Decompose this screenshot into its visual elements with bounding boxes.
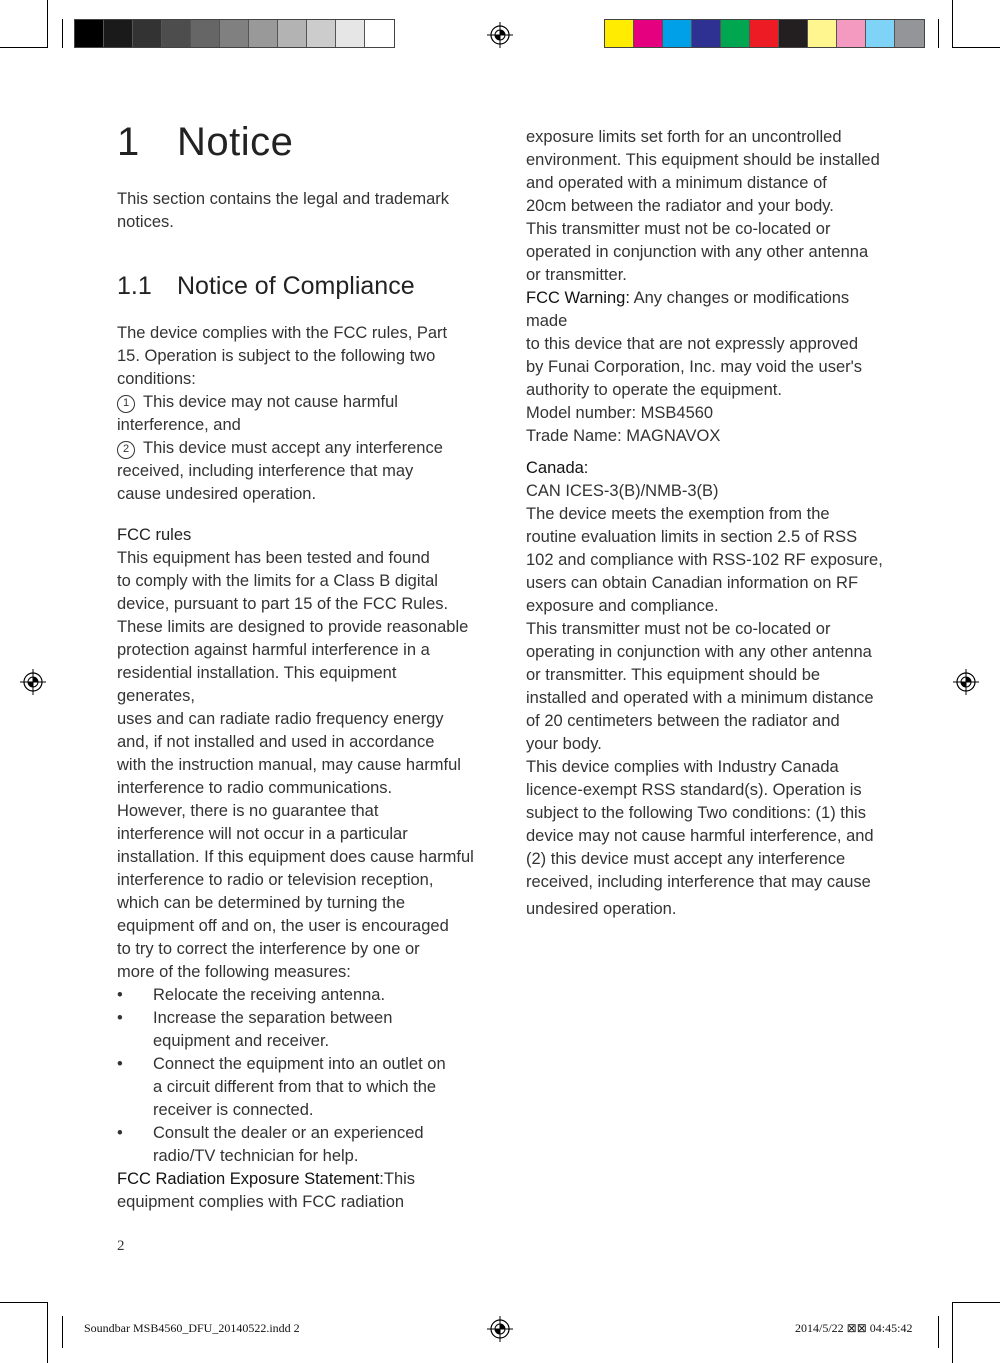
color-swatch xyxy=(721,20,750,47)
color-swatch xyxy=(779,20,808,47)
list-item-line: Increase the separation between xyxy=(153,1009,393,1027)
fcc-rules-line: These limits are designed to provide reasonable xyxy=(117,618,469,636)
canada-line: installed and operated with a minimum distance xyxy=(526,689,874,707)
warning-line: Model number: MSB4560 xyxy=(526,404,714,422)
warning-line: Trade Name: MAGNAVOX xyxy=(526,427,721,445)
fcc-rules-line: uses and can radiate radio frequency energy xyxy=(117,710,444,728)
canada-line: 102 and compliance with RSS-102 RF exposure, xyxy=(526,551,883,569)
page-number: 2 xyxy=(117,1238,125,1254)
canada-line: users can obtain Canadian information on RF xyxy=(526,574,859,592)
list-item-line: equipment and receiver. xyxy=(153,1032,330,1050)
grayscale-color-bar xyxy=(74,19,395,48)
fcc-rules-line: However, there is no guarantee that xyxy=(117,802,379,820)
fcc-rules-line: more of the following measures: xyxy=(117,963,351,981)
color-swatch xyxy=(278,20,307,47)
compliance-line: conditions: xyxy=(117,370,196,388)
radiation-line: This transmitter must not be co-located or xyxy=(526,220,831,238)
canada-line: (2) this device must accept any interference xyxy=(526,850,846,868)
section-number: 1.1 xyxy=(117,272,152,300)
conditions-list xyxy=(117,391,477,506)
right-column xyxy=(526,126,891,921)
list-item xyxy=(117,1053,477,1122)
color-swatch xyxy=(663,20,692,47)
radiation-line: and operated with a minimum distance of xyxy=(526,174,827,192)
fcc-rules-line: with the instruction manual, may cause harmful xyxy=(117,756,461,774)
section-title: Notice of Compliance xyxy=(177,272,415,300)
fcc-rules-line: interference will not occur in a particular xyxy=(117,825,408,843)
bullet-icon: • xyxy=(117,1055,123,1073)
intro-line: This section contains the legal and trademark xyxy=(117,190,450,208)
radiation-statement xyxy=(117,1168,477,1214)
warning-line: by Funai Corporation, Inc. may void the user's xyxy=(526,358,863,376)
radiation-label: FCC Radiation Exposure Statement xyxy=(117,1170,380,1188)
color-swatch xyxy=(104,20,133,47)
warning-line: authority to operate the equipment. xyxy=(526,381,782,399)
list-item-line: a circuit different from that to which the xyxy=(153,1078,437,1096)
fcc-rules-line: installation. If this equipment does cause harmful xyxy=(117,848,474,866)
footer-file-name: Soundbar MSB4560_DFU_20140522.indd 2 xyxy=(84,1321,300,1335)
radiation-line: 20cm between the radiator and your body. xyxy=(526,197,834,215)
warning-line: made xyxy=(526,312,568,330)
fcc-rules-line: to try to correct the interference by one or xyxy=(117,940,420,958)
color-swatch xyxy=(162,20,191,47)
radiation-line: operated in conjunction with any other antenna xyxy=(526,243,869,261)
fcc-rules-line: device, pursuant to part 15 of the FCC Rules. xyxy=(117,595,449,613)
canada-title: Canada: xyxy=(526,459,589,477)
list-item-line: Connect the equipment into an outlet on xyxy=(153,1055,446,1073)
compliance-line: The device complies with the FCC rules, Part xyxy=(117,324,448,342)
list-item-line: radio/TV technician for help. xyxy=(153,1147,359,1165)
fcc-rules-line: This equipment has been tested and found xyxy=(117,549,430,567)
condition-line: received, including interference that may xyxy=(117,462,414,480)
condition-line: 1 This device may not cause harmful xyxy=(117,391,477,414)
color-swatch xyxy=(866,20,895,47)
fcc-rules-line: interference to radio or television reception, xyxy=(117,871,434,889)
canada-line: of 20 centimeters between the radiator and xyxy=(526,712,840,730)
condition-number-badge: 1 xyxy=(117,395,135,413)
color-swatch xyxy=(191,20,220,47)
measures-list xyxy=(117,984,477,1168)
radiation-line: exposure limits set forth for an uncontrolled xyxy=(526,128,842,146)
canada-line: your body. xyxy=(526,735,602,753)
list-item xyxy=(117,1007,477,1053)
list-item xyxy=(117,1122,477,1168)
canada-line: routine evaluation limits in section 2.5 of RSS xyxy=(526,528,858,546)
radiation-first-line: :This xyxy=(379,1170,416,1188)
compliance-paragraph xyxy=(117,322,477,391)
canada-line: operating in conjunction with any other antenna xyxy=(526,643,872,661)
fcc-warning xyxy=(526,287,891,448)
color-swatch xyxy=(365,20,394,47)
color-swatch xyxy=(220,20,249,47)
fcc-rules-line: which can be determined by turning the xyxy=(117,894,406,912)
canada-line: subject to the following Two conditions: (1) this xyxy=(526,804,866,822)
fcc-rules-line: residential installation. This equipment generates, xyxy=(117,664,397,705)
warning-label: FCC Warning: xyxy=(526,289,630,307)
intro-line: notices. xyxy=(117,213,174,231)
canada-line: licence-exempt RSS standard(s). Operation is xyxy=(526,781,862,799)
condition-line: 2 This device must accept any interference xyxy=(117,437,477,460)
compliance-line: 15. Operation is subject to the following two xyxy=(117,347,436,365)
canada-line: This transmitter must not be co-located or xyxy=(526,620,831,638)
condition-number-badge: 2 xyxy=(117,441,135,459)
warning-first-line: Any changes or modifications xyxy=(629,289,850,307)
color-swatch xyxy=(750,20,779,47)
condition-line: cause undesired operation. xyxy=(117,485,317,503)
canada-line: This device complies with Industry Canada xyxy=(526,758,839,776)
list-item-line: Consult the dealer or an experienced xyxy=(153,1124,424,1142)
canada-paragraph xyxy=(526,480,891,894)
color-swatch xyxy=(133,20,162,47)
color-swatch xyxy=(249,20,278,47)
registration-mark-icon xyxy=(20,669,46,695)
left-column xyxy=(117,322,477,1214)
canada-line: received, including interference that may cause xyxy=(526,873,871,891)
fcc-rules-line: and, if not installed and used in accordance xyxy=(117,733,435,751)
canada-last-line: undesired operation. xyxy=(526,900,677,918)
radiation-statement-continued xyxy=(526,126,891,287)
list-item xyxy=(117,984,477,1007)
fcc-rules-line: protection against harmful interference in a xyxy=(117,641,430,659)
color-swatch xyxy=(605,20,634,47)
canada-line: CAN ICES-3(B)/NMB-3(B) xyxy=(526,482,719,500)
fcc-rules-line: interference to radio communications. xyxy=(117,779,393,797)
bullet-icon: • xyxy=(117,1009,123,1027)
list-item-line: receiver is connected. xyxy=(153,1101,314,1119)
footer-timestamp: 2014/5/22 ⊠⊠ 04:45:42 xyxy=(795,1321,913,1335)
fcc-rules-line: to comply with the limits for a Class B digital xyxy=(117,572,438,590)
fcc-rules-title: FCC rules xyxy=(117,526,192,544)
color-swatch xyxy=(895,20,924,47)
color-swatch xyxy=(837,20,866,47)
chapter-heading xyxy=(117,120,293,165)
canada-line: or transmitter. This equipment should be xyxy=(526,666,821,684)
registration-mark-icon xyxy=(953,669,979,695)
section-heading xyxy=(117,272,415,301)
canada-line: The device meets the exemption from the xyxy=(526,505,830,523)
chapter-title: Notice xyxy=(177,120,294,164)
intro-paragraph xyxy=(117,188,477,234)
bullet-icon: • xyxy=(117,986,123,1004)
radiation-line: or transmitter. xyxy=(526,266,627,284)
fcc-rules-line: equipment off and on, the user is encouraged xyxy=(117,917,449,935)
color-swatch xyxy=(808,20,837,47)
registration-mark-icon xyxy=(487,22,513,48)
registration-mark-icon xyxy=(487,1316,513,1342)
color-swatch xyxy=(692,20,721,47)
color-swatch xyxy=(75,20,104,47)
process-color-bar xyxy=(604,19,925,48)
radiation-line: equipment complies with FCC radiation xyxy=(117,1193,405,1211)
color-swatch xyxy=(336,20,365,47)
fcc-rules-paragraph xyxy=(117,547,477,984)
canada-line: exposure and compliance. xyxy=(526,597,719,615)
color-swatch xyxy=(634,20,663,47)
canada-line: device may not cause harmful interference, and xyxy=(526,827,874,845)
condition-line: interference, and xyxy=(117,416,241,434)
bullet-icon: • xyxy=(117,1124,123,1142)
radiation-line: environment. This equipment should be installed xyxy=(526,151,880,169)
chapter-number: 1 xyxy=(117,120,140,164)
color-swatch xyxy=(307,20,336,47)
list-item-line: Relocate the receiving antenna. xyxy=(153,986,386,1004)
warning-line: to this device that are not expressly approved xyxy=(526,335,859,353)
